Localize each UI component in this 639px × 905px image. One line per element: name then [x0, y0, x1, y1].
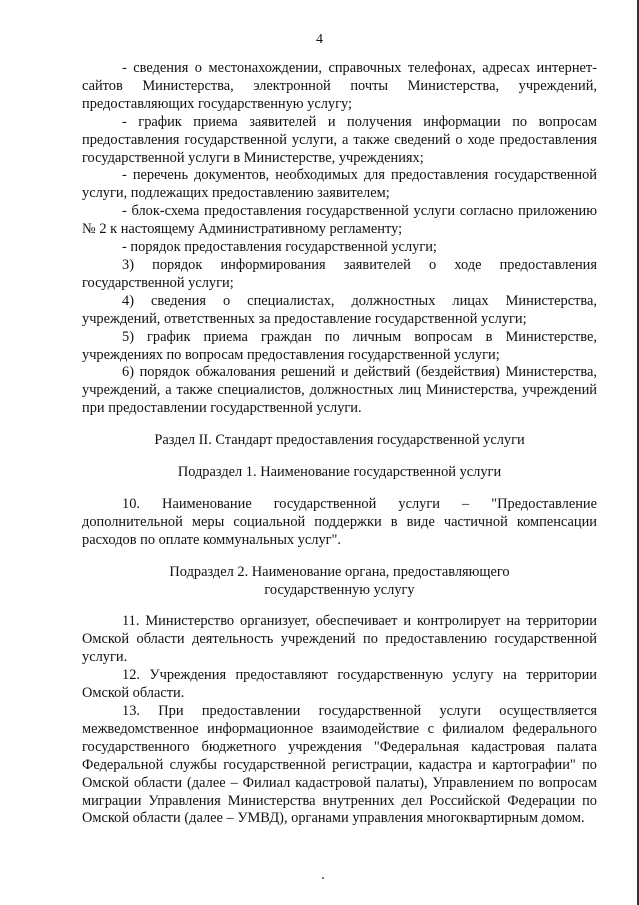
- paragraph-item-4: 4) сведения о специалистах, должностных лицах Министерства, учреждений, ответственных за предоставление государственной услуги;: [82, 292, 597, 327]
- page-number: 4: [316, 32, 323, 47]
- page-content: [82, 60, 597, 828]
- paragraph-11: 11. Министерство организует, обеспечивает и контролирует на территории Омской области деятельность учреждений по предоставлению государственной услуги.: [82, 613, 597, 666]
- paragraph-item-6: 6) порядок обжалования решений и действий (бездействия) Министерства, учреждений, а также специалистов, должностных лиц Министерства, учреждений при предоставлении государственной услуги.: [82, 364, 597, 417]
- subsection-1-heading: Подраздел 1. Наименование государственной услуги: [177, 464, 502, 481]
- paragraph-13: 13. При предоставлении государственной услуги осуществляется межведомственное информационное взаимодействие с филиалом федерального государственного бюджетного учреждения "Федеральная кадастровая палата Федеральной службы государственной регистрации, кадастра и картографии" по Омской области (далее – Филиал кадастровой палаты), Управлением по вопросам миграции Управления Министерства внутренних дел Российской Федерации по Омской области (далее – УМВД), органами управления многоквартирным домом.: [82, 703, 597, 827]
- paragraph-info-flowchart: - блок-схема предоставления государственной услуги согласно приложению № 2 к настоящему Административному регламенту;: [82, 203, 597, 238]
- subsection-2-heading-line2: государственную услугу: [264, 581, 415, 598]
- section-heading: Раздел II. Стандарт предоставления государственной услуги: [154, 432, 525, 449]
- scan-speck: [322, 877, 324, 879]
- paragraph-item-5: 5) график приема граждан по личным вопросам в Министерстве, учреждениях по вопросам предоставления государственной услуги;: [82, 328, 597, 363]
- paragraph-item-3: 3) порядок информирования заявителей о ходе предоставления государственной услуги;: [82, 256, 597, 291]
- paragraph-info-procedure: - порядок предоставления государственной услуги;: [122, 239, 437, 256]
- paragraph-info-locations: - сведения о местонахождении, справочных телефонах, адресах интернет-сайтов Министерства, электронной почты Министерства, учреждений, предоставляющих государственную услугу;: [82, 60, 597, 112]
- paragraph-10: 10. Наименование государственной услуги – "Предоставление дополнительной меры социальной поддержки в виде частичной компенсации расходов по оплате коммунальных услуг".: [82, 495, 597, 548]
- subsection-2-heading-line1: Подраздел 2. Наименование органа, предоставляющего: [169, 563, 510, 580]
- paragraph-info-documents: - перечень документов, необходимых для предоставления государственной услуги, подлежащих предоставлению заявителем;: [82, 167, 597, 202]
- paragraph-12: 12. Учреждения предоставляют государственную услугу на территории Омской области.: [82, 667, 597, 702]
- paragraph-info-schedule: - график приема заявителей и получения информации по вопросам предоставления государственной услуги, а также сведений о ходе предоставления государственной услуги в Министерстве, учреждениях;: [82, 113, 597, 166]
